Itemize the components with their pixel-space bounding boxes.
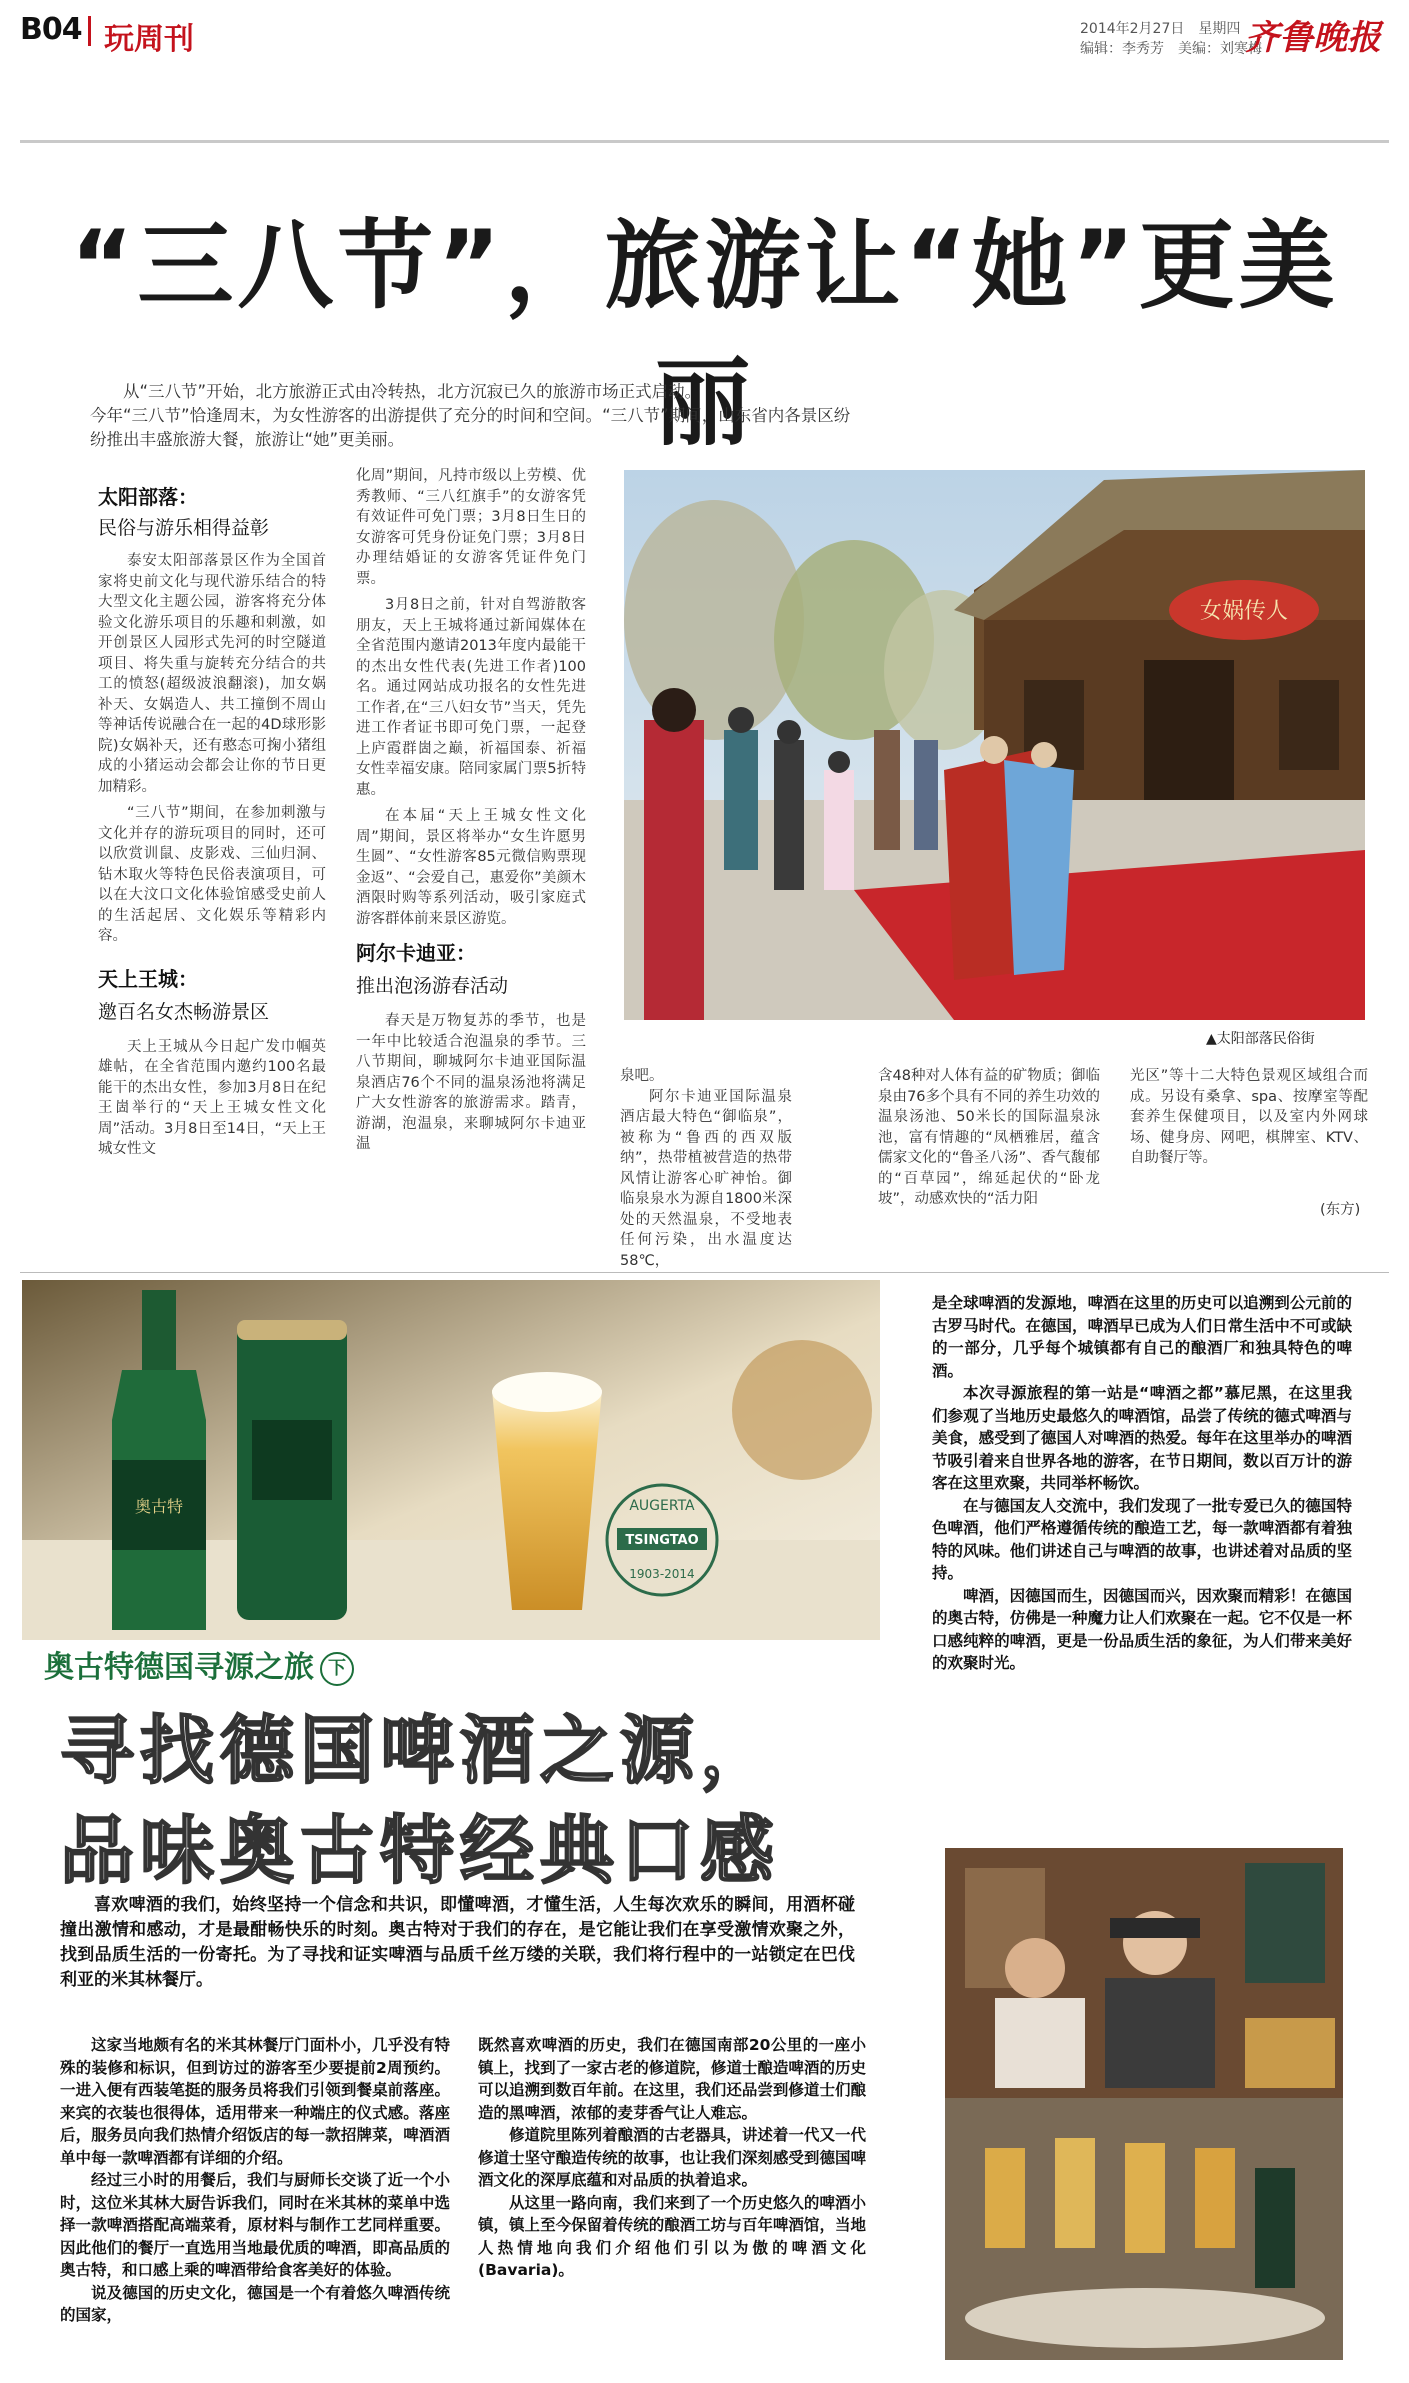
series-title-text: 奥古特德国寻源之旅 [44,1650,314,1685]
paragraph: 经过三小时的用餐后，我们与厨师长交谈了近一个小时，这位米其林大厨告诉我们，同时在米其林的菜单中选择一款啤酒搭配高端菜肴，原材料与制作工艺同样重要。因此他们的餐厅一直选用当地最优质的啤酒，即高品质的奥古特，和口感上乘的啤酒带给食客美好的体验。 [60,2171,450,2279]
section-heading-taiyang: 太阳部落： [98,485,198,509]
paragraph: 啤酒，因德国而生，因德国而兴，因欢聚而精彩！在德国的奥古特，仿佛是一种魔力让人们欢聚在一起。它不仅是一杯口感纯粹的啤酒，更是一份品质生活的象征，为人们带来美好的欢聚时光。 [932,1586,1352,1672]
header-rule [20,140,1389,143]
paragraph: 本次寻源旅程的第一站是“啤酒之都”慕尼黑，在这里我们参观了当地历史最悠久的啤酒馆，品尝了传统的德式啤酒与美食，感受到了德国人对啤酒的热爱。每年在这里举办的啤酒节吸引着来自世界各地的游客，在节日期间，数以百万计的游客在这里欢聚，共同举杯畅饮。 [932,1384,1352,1492]
paragraph: 春天是万物复苏的季节，也是一年中比较适合泡温泉的季节。三八节期间，聊城阿尔卡迪亚国际温泉酒店76个不同的温泉汤池将满足广大女性游客的旅游需求。踏青，游湖，泡温泉，来聊城阿尔卡迪亚温 [356,1013,586,1152]
section-heading-arkadiya: 阿尔卡迪亚： [356,941,476,965]
advertorial-column-3 [932,1292,1352,1675]
article-headline: “三八节”，旅游让“她”更美丽 [70,210,1339,459]
advertorial-column-1 [60,2034,450,2327]
paragraph: 修道院里陈列着酿酒的古老器具，讲述着一代又一代修道士坚守酿造传统的故事，也让我们深刻感受到德国啤酒文化的深厚底蕴和对品质的执着追求。 [478,2126,866,2189]
beer-product-photo [22,1280,880,1640]
paragraph: 是全球啤酒的发源地，啤酒在这里的历史可以追溯到公元前的古罗马时代。在德国，啤酒早已成为人们日常生活中不可或缺的一部分，几乎每个城镇都有自己的酿酒厂和独具特色的啤酒。 [932,1294,1352,1380]
paragraph: 光区”等十二大特色景观区域组合而成。另设有桑拿、spa、按摩室等配套养生保健项目，以及室内外网球场、健身房、网吧，棋牌室、KTV、自助餐厅等。 [1130,1068,1368,1166]
photo-sign-text: 女娲传人 [1199,599,1289,624]
paragraph: 含48种对人体有益的矿物质；御临泉由76多个具有不同的养生功效的温泉汤池、50米长的国际温泉泳池，富有情趣的“凤栖雅居，蕴含儒家文化的“鲁圣八汤”、香气馥郁的“百草园”，绵延起伏的“卧龙坡”，动感欢快的“活力阳 [878,1068,1100,1207]
paragraph: 泰安太阳部落景区作为全国首家将史前文化与现代游乐结合的特大型文化主题公园，游客将充分体验文化游乐项目的乐趣和刺激，如开创景区人园形式先河的时空隧道项目、将失重与旋转充分结合的共工的愤怒(超级波浪翻滚)，加女娲补天、女娲造人、共工撞倒不周山等神话传说融合在一起的4D球形影院)女娲补天，还有憨态可掬小猪组成的小猪运动会都会让你的节日更加精彩。 [98,553,326,795]
section-divider [20,1272,1389,1273]
section-heading-tianshang: 天上王城： [98,966,198,991]
stamp-brand-text: TSINGTAO [625,1533,699,1548]
bottle-label-text: 奥古特 [134,1497,184,1516]
article-column-5 [1130,1066,1368,1169]
series-part-badge: 下 [320,1652,354,1686]
photo-caption: ▲太阳部落民俗街 [1206,1031,1315,1047]
folk-street-photo [624,470,1365,1020]
advertorial-title-line-1: 寻找德国啤酒之源， [60,1708,780,1794]
paragraph: 这家当地颇有名的米其林餐厅门面朴小，几乎没有特殊的装修和标识，但到访过的游客至少要提前2周预约。一进入便有西装笔挺的服务员将我们引领到餐桌前落座。来宾的衣装也很得体，适用带来一种端庄的仪式感。落座后，服务员向我们热情介绍饭店的每一款招牌菜，啤酒酒单中每一款啤酒都有详细的介绍。 [60,2036,450,2167]
paragraph: 在与德国友人交流中，我们发现了一批专爱已久的德国特色啤酒，他们严格遵循传统的酿造工艺，每一款啤酒都有着独特的风味。他们讲述自己与啤酒的故事，也讲述着对品质的坚持。 [932,1496,1352,1582]
paragraph: 阿尔卡迪亚国际温泉酒店最大特色“御临泉”，被称为“鲁西的西双版纳”，热带植被营造的热带风情让游客心旷神怡。御临泉泉水为源自1800米深处的天然温泉，不受地表任何污染，出水温度达58℃， [620,1088,792,1269]
newspaper-logo: 齐鲁晚报 [1245,18,1381,58]
advertorial-column-2 [478,2034,866,2282]
restaurant-photo [945,1848,1343,2360]
paragraph: 在本届“天上王城女性文化周”期间，景区将举办“女生许愿男生圆”、“女性游客85元微信购票现金返”、“会爱自己，惠爱你”美颜木酒限时购等系列活动，吸引家庭式游客群体前来景区游览。 [356,808,586,927]
paragraph: 天上王城从今日起广发巾帼英雄帖，在全省范围内邀约100名最能干的杰出女性，参加3月8日在纪王崮举行的“天上王城女性文化周”活动。3月8日至14日，“天上王城女性文 [98,1038,326,1157]
stamp-top-text: AUGERTA [629,1498,695,1514]
article-column-3 [620,1066,792,1271]
advertorial-title-line-2: 品味奥古特经典口感 [60,1808,780,1894]
article-byline: (东方) [1320,1202,1361,1218]
advertorial-lead: 喜欢啤酒的我们，始终坚持一个信念和共识，即懂啤酒，才懂生活，人生每次欢乐的瞬间，用酒杯碰撞出激情和感动，才是最酣畅快乐的时刻。奥古特对于我们的存在，是它能让我们在享受激情欢聚之外，找到品质生活的一份寄托。为了寻找和证实啤酒与品质千丝万缕的关联，我们将行程中的一站锁定在巴伐利亚的米其林餐厅。 [60,1895,855,1990]
section-subheading-tianshang: 邀百名女杰畅游景区 [98,1000,270,1023]
paragraph: 3月8日之前，针对自驾游散客朋友，天上王城将通过新闻媒体在全省范围内邀请2013年度内最能干的杰出女性代表(先进工作者)100名。通过网站成功报名的女性先进工作者,在“三八妇女节”当天，凭先进工作者证书即可免门票，一起登上庐霞群崮之巅，祈福国泰、祈福女性幸福安康。陪同家属门票5折特惠。 [356,597,586,798]
section-subheading-taiyang: 民俗与游乐相得益彰 [98,517,270,539]
paragraph: “三八节”期间，在参加刺激与文化并存的游玩项目的同时，还可以欣赏训鼠、皮影戏、三仙归洞、钻木取火等特色民俗表演项目，可以在大汶口文化体验馆感受史前人的生活起居、文化娱乐等精彩内容。 [98,805,326,944]
editor-credits: 编辑：李秀芳 美编：刘寒梅 [1080,41,1262,57]
intro-line-1: 从“三八节”开始，北方旅游正式由冷转热，北方沉寂已久的旅游市场正式启动。 [123,382,702,401]
paragraph: 化周”期间，凡持市级以上劳模、优秀教师、“三八红旗手”的女游客凭有效证件可免门票；3月8日生日的女游客可凭身份证免门票；3月8日办理结婚证的女游客凭证件免门票。 [356,468,586,587]
article-column-4 [878,1066,1100,1210]
stamp-bottom-text: 1903-2014 [629,1567,695,1581]
paragraph: 从这里一路向南，我们来到了一个历史悠久的啤酒小镇，镇上至今保留着传统的酿酒工坊与百年啤酒馆，当地人热情地向我们介绍他们引以为傲的啤酒文化(Bavaria)。 [478,2193,866,2279]
paragraph: 说及德国的历史文化，德国是一个有着悠久啤酒传统的国家， [60,2283,450,2324]
series-title [44,1642,354,1686]
page-number: B04 [20,12,82,47]
header-divider [88,16,91,46]
article-column-2 [356,466,586,1155]
section-title: 玩周刊 [104,22,194,57]
intro-line-2: 今年“三八节”恰逢周末，为女性游客的出游提供了充分的时间和空间。“三八节”期间，山东省内各景区纷纷推出丰盛旅游大餐，旅游让“她”更美丽。 [90,406,851,449]
paragraph: 泉吧。 [620,1068,664,1084]
paragraph: 既然喜欢啤酒的历史，我们在德国南部20公里的一座小镇上，找到了一家古老的修道院，修道士酿造啤酒的历史可以追溯到数百年前。在这里，我们还品尝到修道士们酿造的黑啤酒，浓郁的麦芽香气让人难忘。 [478,2036,866,2122]
section-subheading-arkadiya: 推出泡汤游春活动 [356,975,509,997]
issue-date: 2014年2月27日 星期四 [1080,21,1241,37]
article-intro [90,380,860,452]
article-column-1 [98,483,326,1160]
